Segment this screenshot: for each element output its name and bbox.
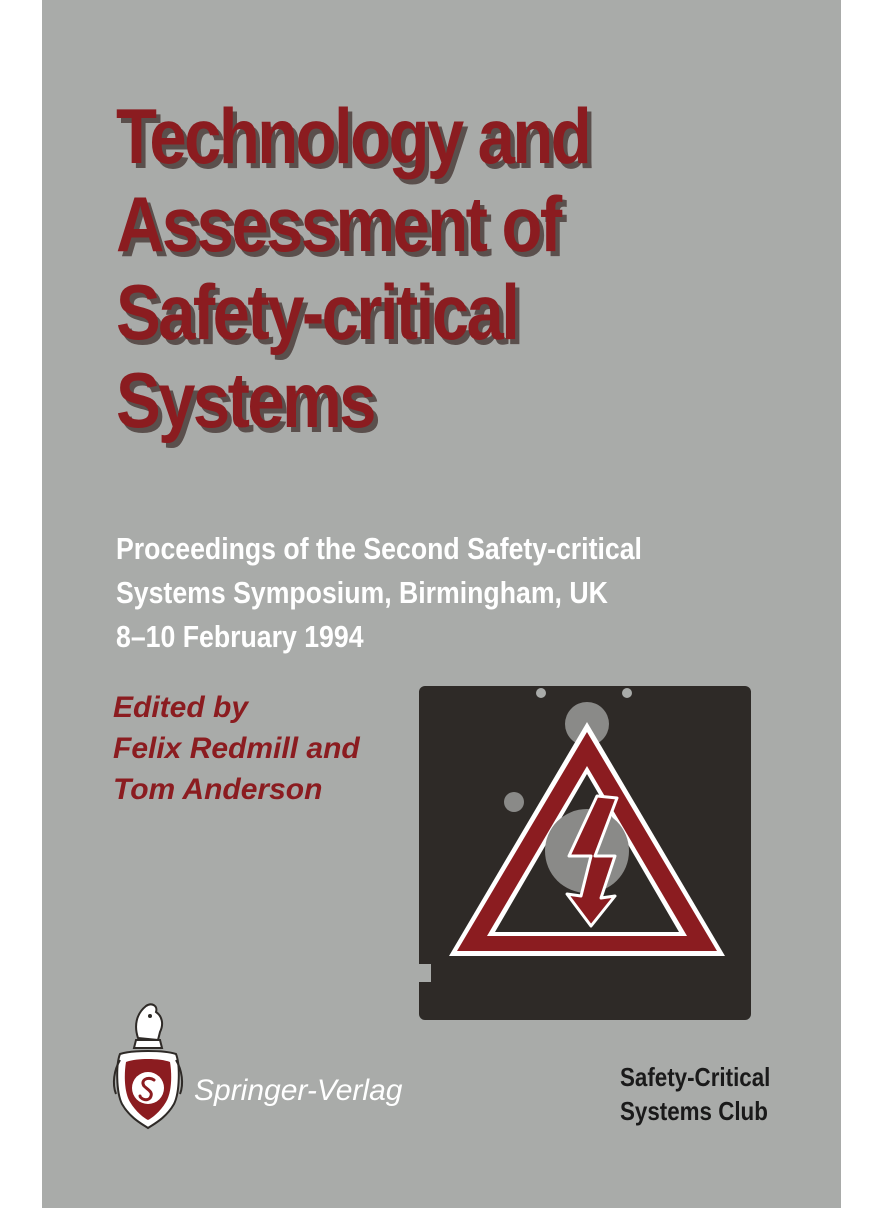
club-line: Safety-Critical [620, 1062, 771, 1092]
title-line: Assessment of [116, 180, 560, 268]
editors-block [113, 687, 360, 810]
club-name [620, 1060, 770, 1128]
title-line: Technology and [116, 92, 590, 180]
publisher-name: Springer-Verlag [194, 1074, 403, 1107]
subtitle-line: 8–10 February 1994 [116, 619, 364, 654]
title-line: Systems [116, 356, 374, 444]
floppy-disk-icon [419, 686, 751, 1020]
club-line: Systems Club [620, 1096, 768, 1126]
editors-line: Edited by [113, 691, 249, 724]
editors-line: Tom Anderson [113, 773, 323, 806]
subtitle-line: Proceedings of the Second Safety-critical [116, 531, 642, 566]
editors-line: Felix Redmill and [113, 732, 360, 765]
springer-knight-logo [112, 1000, 184, 1132]
book-subtitle [116, 527, 642, 659]
subtitle-line: Systems Symposium, Birmingham, UK [116, 575, 608, 610]
title-line: Safety-critical [116, 268, 518, 356]
publisher-block [112, 1000, 442, 1140]
book-title [116, 92, 589, 444]
